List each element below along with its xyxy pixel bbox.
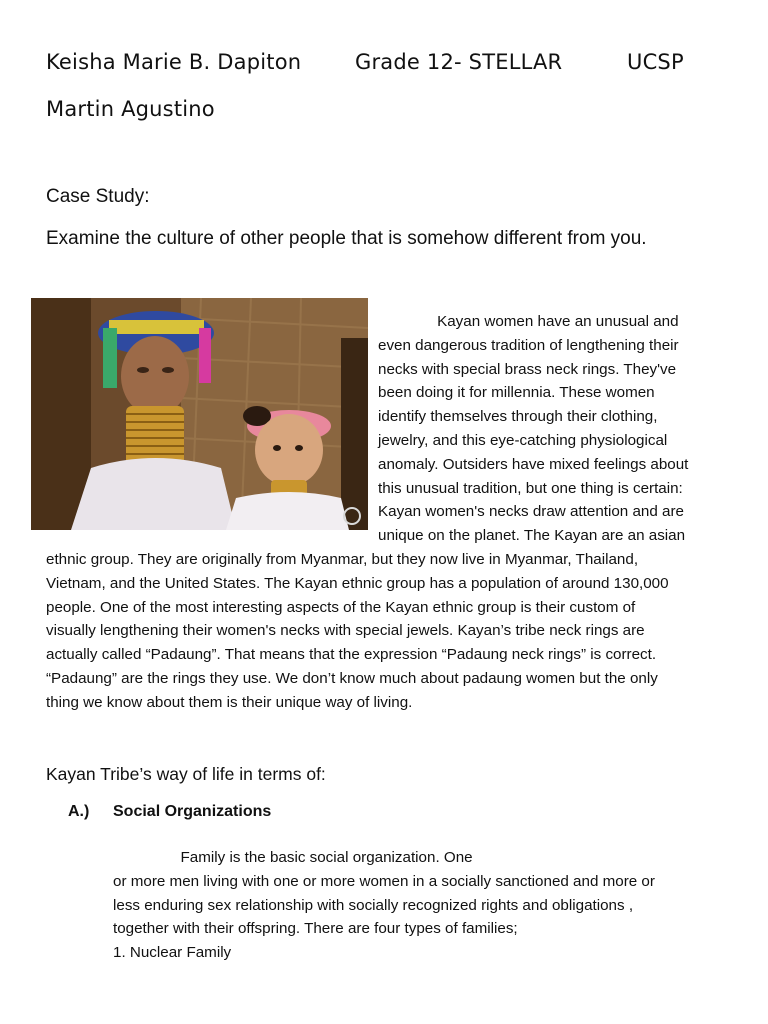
subsection-marker: A.) [68, 803, 90, 820]
text-line: actually called “Padaung”. That means that the expression “Padaung neck rings” is correct. [46, 646, 657, 664]
text-line: this unusual tradition, but one thing is certain: [378, 479, 683, 497]
text-line: thing we know about them is their unique way of living. [46, 693, 413, 711]
text-line: Vietnam, and the United States. The Kayan ethnic group has a population of around 130,000 [46, 574, 669, 592]
text-line: identify themselves through their clothing, [378, 408, 658, 426]
text-line: visually lengthening their women's necks with special jewels. Kayan’s tribe neck rings are [46, 622, 645, 640]
text-line: less enduring sex relationship with socially recognized rights and obligations , [113, 896, 634, 914]
section-heading: Kayan Tribe’s way of life in terms of: [46, 764, 326, 784]
text-line: been doing it for millennia. These women [378, 384, 655, 402]
text-line: Family is the basic social organization. One [113, 849, 473, 866]
text-line: people. One of the most interesting aspects of the Kayan ethnic group is their custom of [46, 598, 636, 616]
text-line: anomaly. Outsiders have mixed feelings about [378, 455, 689, 473]
text-line: unique on the planet. The Kayan are an asian [378, 527, 686, 545]
social-organizations-paragraph [113, 846, 655, 965]
text-line: Kayan women's necks draw attention and are [378, 503, 684, 521]
kayan-women-photo [31, 298, 368, 530]
text-line: or more men living with one or more women in a socially sanctioned and more or [113, 872, 655, 890]
subsection-heading: Social Organizations [113, 803, 272, 820]
text-line: together with their offspring. There are four types of families; [113, 920, 518, 938]
student-name-2: Martin Agustino [46, 97, 215, 121]
text-line: necks with special brass neck rings. They've [378, 360, 677, 378]
text-line: “Padaung” are the rings they use. We don’t know much about padaung women but the only [46, 669, 658, 687]
student-name: Keisha Marie B. Dapiton [46, 50, 302, 74]
school-name: UCSP [627, 50, 684, 74]
case-study-question: Examine the culture of other people that is somehow different from you. [46, 228, 647, 249]
list-item: 1. Nuclear Family [113, 944, 232, 962]
text-line: Kayan women have an unusual and [378, 313, 679, 330]
text-line: even dangerous tradition of lengthening their [378, 336, 679, 354]
intro-paragraph [378, 310, 688, 548]
text-line: jewelry, and this eye-catching physiological [378, 431, 668, 449]
text-line: ethnic group. They are originally from Myanmar, but they now live in Myanmar, Thailand, [46, 551, 639, 568]
case-study-label: Case Study: [46, 186, 150, 207]
body-paragraph [46, 548, 669, 715]
grade-section: Grade 12- STELLAR [355, 50, 563, 74]
